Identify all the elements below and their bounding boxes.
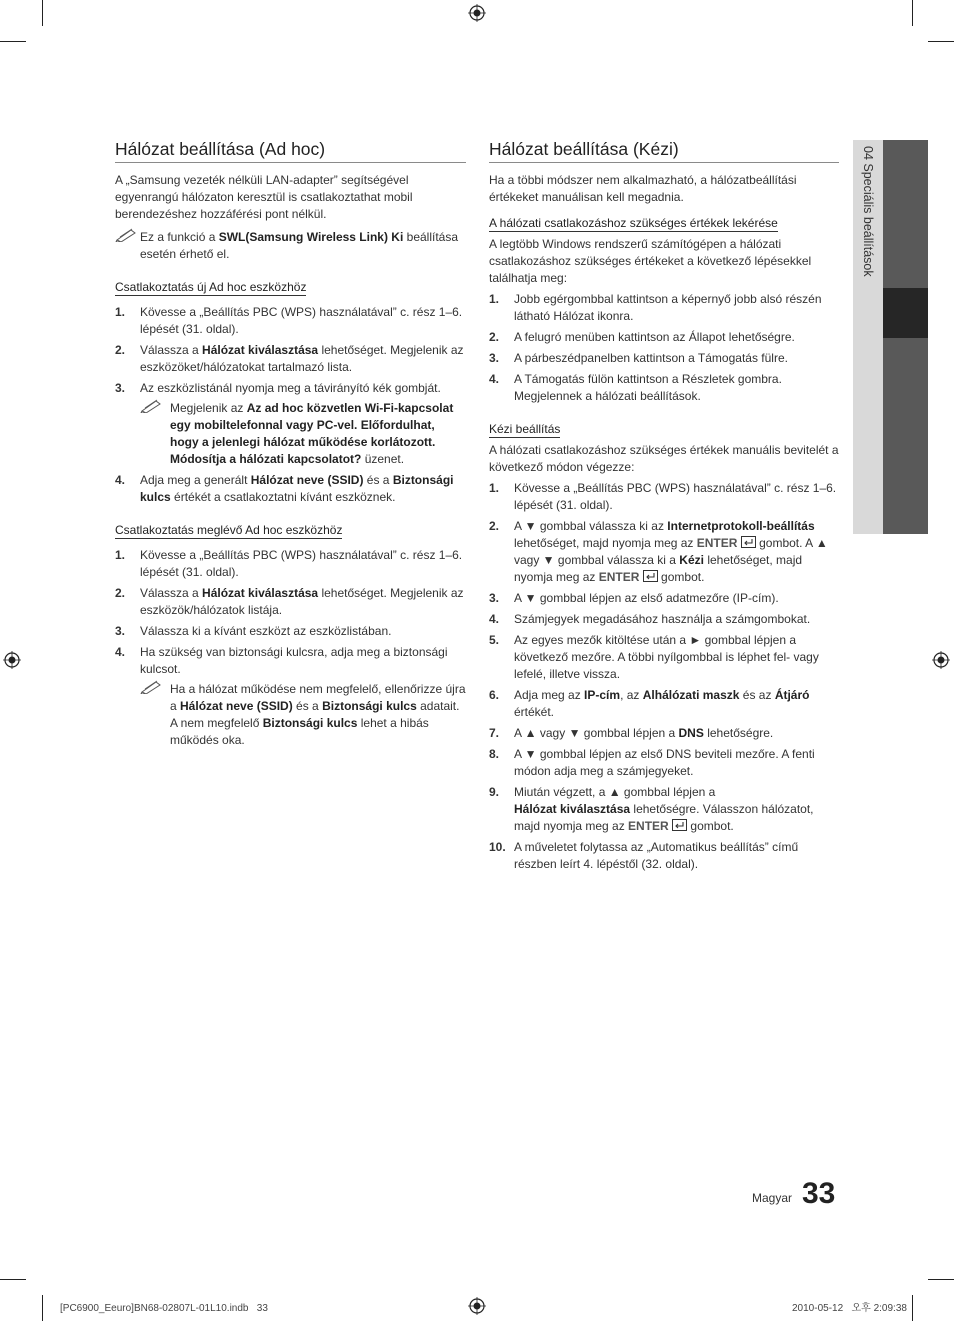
step-note: Megjelenik az Az ad hoc közvetlen Wi-Fi-kapcsolat egy mobiltelefonnal vagy PC-vel. Előfordulhat, hogy a jelenlegi hálózat működése korlátozott. Módosítja a hálózati kapcsolatot? üzenet. [140, 400, 466, 468]
print-file-info: [PC6900_Eeuro]BN68-02807L-01L10.indb 33 [60, 1303, 268, 1314]
step-note: Ha a hálózat működése nem megfelelő, ellenőrizze újra a Hálózat neve (SSID) és a Biztonsági kulcs adatait. A nem megfelelő Biztonsági kulcs lehet a hibás működés oka. [140, 681, 466, 749]
list-item: 4. A Támogatás fülön kattintson a Részletek gombra. Megjelennek a hálózati beállítások. [489, 372, 782, 403]
list-item: 1. Kövesse a „Beállítás PBC (WPS) használatával” c. rész 1–6. lépését (31. oldal). [115, 548, 463, 579]
enter-key-icon [643, 570, 658, 582]
chapter-tab-active-marker [883, 288, 928, 338]
subheading-existing-adhoc: Csatlakoztatás meglévő Ad hoc eszközhöz [115, 523, 343, 537]
print-date-info: 2010-05-12 오후 2:09:38 [792, 1303, 907, 1314]
enter-key-icon [741, 536, 756, 548]
manual-setup-intro: A hálózati csatlakozáshoz szükséges értékek manuális bevitelét a következő módon végezze: [489, 443, 839, 474]
adhoc-intro: A „Samsung vezeték nélküli LAN-adapter” segítségével egyenrangú hálózaton keresztül is csatlakoztathat mobil berendezéshez hozzáférési pont nélkül. [115, 173, 413, 221]
crop-mark [912, 0, 913, 26]
left-column [115, 138, 466, 749]
list-item: 6. Adja meg az IP-cím, az Alhálózati maszk és az Átjáró értékét. [489, 688, 810, 719]
list-item: 8. A ▼ gombbal lépjen az első DNS beviteli mezőre. A fenti módon adja meg a számjegyeket. [489, 747, 815, 778]
list-item: 3. A párbeszédpanelben kattintson a Támogatás fülre. [489, 351, 788, 365]
list-item: 2. A ▼ gombbal válassza ki az Internetprotokoll-beállítás lehetőséget, majd nyomja meg az ENTER gombot. A ▲ vagy ▼ gombbal válassza ki a Kézi lehetőséget, majd nyomja meg az ENTER gombot. [489, 519, 828, 584]
chapter-tab-bar [883, 338, 928, 534]
list-item: 2. Válassza a Hálózat kiválasztása lehetőséget. Megjelenik az eszközök/hálózatok listája. [115, 586, 464, 617]
page-language: Magyar [752, 1191, 793, 1205]
note-pencil-icon [140, 680, 162, 694]
registration-target-icon [468, 1297, 486, 1315]
crop-mark [912, 1295, 913, 1321]
crop-mark [42, 1295, 43, 1321]
note-pencil-icon [115, 228, 137, 242]
crop-mark [928, 41, 954, 42]
enter-key-icon [672, 819, 687, 831]
subheading-get-values: A hálózati csatlakozáshoz szükséges értékek lekérése [489, 216, 778, 230]
subheading-new-adhoc: Csatlakoztatás új Ad hoc eszközhöz [115, 280, 307, 294]
crop-mark [0, 41, 26, 42]
list-item: 7. A ▲ vagy ▼ gombbal lépjen a DNS lehetőségre. [489, 726, 774, 740]
list-item: 1. Kövesse a „Beállítás PBC (WPS) használatával” c. rész 1–6. lépését (31. oldal). [115, 305, 463, 336]
subheading-manual-setup: Kézi beállítás [489, 422, 561, 436]
list-item: 10. A műveletet folytassa az „Automatikus beállítás” című részben leírt 4. lépéstől (32. oldal). [489, 840, 799, 871]
list-item: 4. Adja meg a generált Hálózat neve (SSID) és a Biztonsági kulcs értékét a csatlakoztatni kívánt eszköznek. [115, 473, 454, 504]
adhoc-note: Ez a funkció a SWL(Samsung Wireless Link) Ki beállítása esetén érhető el. [115, 229, 466, 263]
registration-target-icon [3, 651, 21, 669]
list-item: 1. Jobb egérgombbal kattintson a képernyő jobb alsó részén látható Hálózat ikonra. [489, 292, 822, 323]
chapter-tab-label: 04 Speciális beállítások [861, 146, 875, 277]
list-item: 4. Számjegyek megadásához használja a számgombokat. [489, 612, 811, 626]
list-item: 3. Az eszközlistánál nyomja meg a távirányító kék gombját. Megjelenik az Az ad hoc közvetlen Wi-Fi-kapcsolat egy mobiltelefonnal vagy PC-vel. Előfordulhat, hogy a jelenlegi hálózat működése korlátozott. Módosítja a hálózati kapcsolatot? üzenet. [115, 380, 466, 468]
manual-intro: Ha a többi módszer nem alkalmazható, a hálózatbeállítási értékeket manuálisan kell megadnia. [489, 173, 797, 204]
list-item: 3. Válassza ki a kívánt eszközt az eszközlistában. [115, 624, 392, 638]
list-item: 5. Az egyes mezők kitöltése után a ► gombbal lépjen a következő mezőre. A többi nyílgombbal is léphet fel- vagy lefelé, illetve vissza. [489, 633, 819, 681]
list-item: 4. Ha szükség van biztonsági kulcsra, adja meg a biztonsági kulcsot. Ha a hálózat működése nem megfelelő, ellenőrizze újra a Hálózat neve (SSID) és a Biztonsági kulcs adatait. A nem megfelelő Biztonsági kulcs lehet a hibás működés oka. [115, 645, 466, 747]
get-values-intro: A legtöbb Windows rendszerű számítógépen a hálózati csatlakozáshoz szükséges értékeket a következő lépésekkel találhatja meg: [489, 237, 812, 285]
list-item: 2. Válassza a Hálózat kiválasztása lehetőséget. Megjelenik az eszközöket/hálózatokat tartalmazó lista. [115, 343, 464, 374]
chapter-tab-bar [883, 140, 928, 288]
section-title-adhoc: Hálózat beállítása (Ad hoc) [115, 138, 466, 163]
list-item: 9. Miután végzett, a ▲ gombbal lépjen a Hálózat kiválasztása lehetőségre. Válasszon hálózatot, majd nyomja meg az ENTER gombot. [489, 785, 814, 833]
crop-mark [928, 1279, 954, 1280]
crop-mark [0, 1279, 26, 1280]
registration-target-icon [932, 651, 950, 669]
list-item: 1. Kövesse a „Beállítás PBC (WPS) használatával” c. rész 1–6. lépését (31. oldal). [489, 481, 837, 512]
list-item: 3. A ▼ gombbal lépjen az első adatmezőre (IP-cím). [489, 591, 779, 605]
list-item: 2. A felugró menüben kattintson az Állapot lehetőségre. [489, 330, 795, 344]
page-number: 33 [802, 1177, 836, 1210]
crop-mark [42, 0, 43, 26]
section-title-manual: Hálózat beállítása (Kézi) [489, 138, 839, 163]
right-column [489, 138, 839, 873]
note-pencil-icon [140, 399, 162, 413]
registration-target-icon [468, 4, 486, 22]
